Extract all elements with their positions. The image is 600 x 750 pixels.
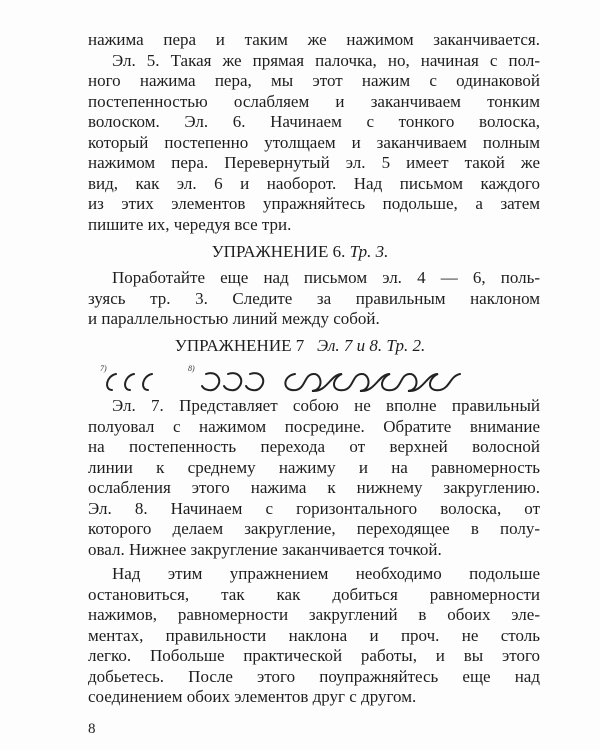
text-line: из этих элементов упражняйтесь подольше, а затем: [88, 194, 540, 213]
text-line: Эл. 8. Начинаем с горизонтального волоска, от: [88, 498, 540, 518]
text-line: соединением обоих элементов друг с другом.: [88, 687, 417, 706]
text-line: которого делаем закругление, переходящее в полу-: [88, 519, 540, 538]
text-line: полуовал с нажимом посредине. Обратите внимание: [88, 416, 540, 436]
text-line: и параллельностью линий между собой.: [88, 309, 380, 328]
text-line: ослабления этого нажима к нижнему закруглению.: [88, 478, 540, 497]
text-line: зуясь тр. 3. Следите за правильным наклоном: [88, 288, 540, 308]
text-line: овал. Нижнее закругление заканчивается точкой.: [88, 539, 442, 559]
text-line: линии к среднему нажиму и на равномерность: [88, 457, 540, 477]
exercise-7-heading: [0, 336, 600, 356]
text-line: нажима пера и таким же нажимом заканчивается.: [88, 30, 540, 49]
text-line: волоском. Эл. 6. Начинаем с тонкого волоска,: [88, 112, 540, 131]
text-line: ного нажима пера, мы этот нажим с одинаковой: [88, 71, 540, 90]
text-line: Поработайте еще над письмом эл. 4 — 6, поль-: [112, 268, 540, 287]
exercise-7-reference: Эл. 7 и 8. Тр. 2.: [316, 336, 426, 355]
page-number: 8: [88, 721, 96, 737]
text-line: Эл. 5. Такая же прямая палочка, но, начиная с пол-: [112, 50, 540, 70]
text-line: пишите их, чередуя все три.: [88, 214, 292, 234]
text-line: вид, как эл. 6 и наоборот. Над письмом каждого: [88, 173, 540, 193]
text-line: постепенностью ослабляем и заканчиваем тонким: [88, 91, 540, 111]
text-line: добьетесь. После этого поупражняйтесь еще над: [88, 666, 540, 686]
text-line: на постепенность перехода от верхней волосной: [88, 437, 540, 456]
label-el8: 8): [188, 364, 195, 373]
text-line: нажимом пера. Перевернутый эл. 5 имеет такой же: [88, 153, 540, 172]
exercise-6-heading: [0, 242, 600, 262]
text-line: остановиться, так как добиться равномерности: [88, 584, 540, 604]
text-line: который постепенно утолщаем и заканчиваем полным: [88, 132, 540, 152]
text-line: Эл. 7. Представляет собою не вполне правильный: [112, 396, 540, 415]
exercise-6-reference: Тр. 3.: [349, 242, 389, 261]
text-line: нажимов, равномерности закруглений в обоих эле-: [88, 605, 540, 624]
text-line: ментах, правильности наклона и проч. не столь: [88, 625, 540, 645]
exercise-7-title: УПРАЖНЕНИЕ 7: [174, 336, 305, 355]
handwriting-sample-illustration: [100, 362, 520, 392]
text-line: Над этим упражнением необходимо подольше: [112, 564, 540, 583]
label-el7: 7): [100, 364, 107, 373]
text-line: легко. Побольше практической работы, и вы этого: [88, 646, 540, 665]
exercise-6-title: УПРАЖНЕНИЕ 6.: [211, 242, 346, 261]
